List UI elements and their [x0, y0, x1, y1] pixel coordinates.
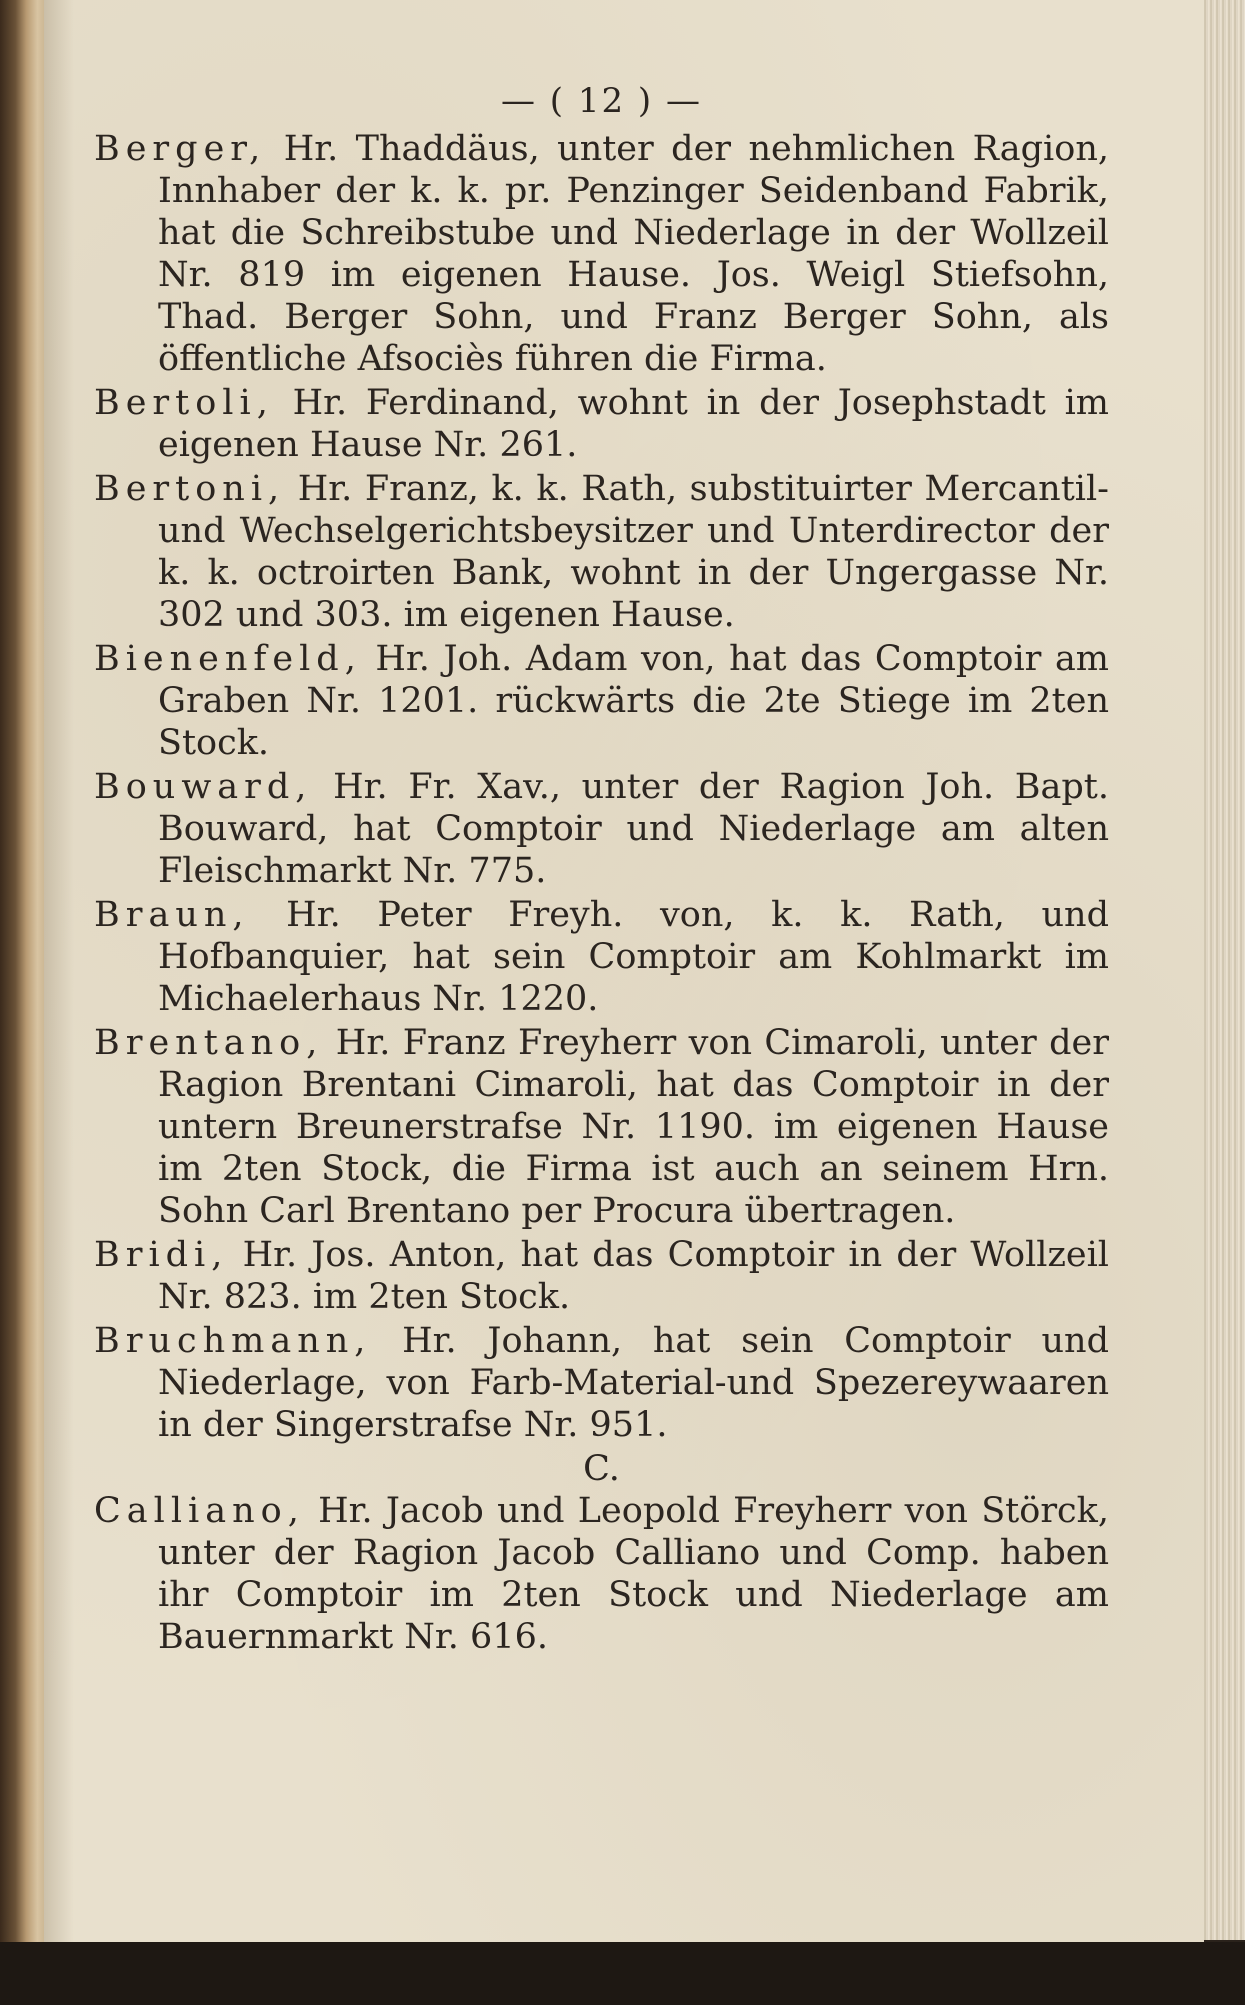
page-stack-edge [1201, 0, 1245, 1940]
entry-name: Brentano, [94, 1023, 324, 1063]
entry-berger [94, 128, 1109, 380]
entry-name: Braun, [94, 895, 250, 935]
entry-braun [94, 894, 1109, 1020]
entry-name: Bruchmann, [94, 1321, 372, 1361]
entry-name: Berger, [94, 129, 267, 169]
entry-bruchmann [94, 1320, 1109, 1446]
scan-bottom-edge [0, 1942, 1245, 2005]
entry-brentano [94, 1022, 1109, 1232]
entry-text: Hr. Thaddäus, unter der nehmlichen Ragion, Innhaber der k. k. pr. Penzinger Seidenband Fabrik, hat die Schreibstube und Niederlage in der Wollzeil Nr. 819 im eigenen Hause. Jos. Weigl Stiefsohn, Thad. Berger Sohn, und Franz Berger Sohn, als öffentliche Afsociès führen die Firma. [158, 129, 1109, 379]
book-binding [0, 0, 44, 2005]
entry-name: Bridi, [94, 1235, 229, 1275]
entry-text: Hr. Jos. Anton, hat das Comptoir in der Wollzeil Nr. 823. im 2ten Stock. [158, 1235, 1109, 1317]
entry-name: Bertoni, [94, 469, 286, 509]
entry-text: Hr. Joh. Adam von, hat das Comptoir am Graben Nr. 1201. rückwärts die 2te Stiege im 2ten Stock. [158, 639, 1109, 763]
entry-calliano [94, 1490, 1109, 1658]
entry-name: Bienenfeld, [94, 639, 362, 679]
page-text [94, 80, 1109, 1660]
entry-text: Hr. Jacob und Leopold Freyherr von Störck, unter der Ragion Jacob Calliano und Comp. haben ihr Comptoir im 2ten Stock und Niederlage am Bauernmarkt Nr. 616. [158, 1491, 1109, 1657]
entry-text: Hr. Johann, hat sein Comptoir und Niederlage, von Farb-Material-und Spezereywaaren in der Singerstrafse Nr. 951. [158, 1321, 1109, 1445]
entry-text: Hr. Franz, k. k. Rath, substituirter Mercantil-und Wechselgerichtsbeysitzer und Unterdirector der k. k. octroirten Bank, wohnt in der Ungergasse Nr. 302 und 303. im eigenen Hause. [158, 469, 1109, 635]
entry-name: Bertoli, [94, 383, 274, 423]
entry-bienenfeld [94, 638, 1109, 764]
entry-bertoli [94, 382, 1109, 466]
entry-bouward [94, 766, 1109, 892]
entry-bridi [94, 1234, 1109, 1318]
entry-text: Hr. Fr. Xav., unter der Ragion Joh. Bapt. Bouward, hat Comptoir und Niederlage am alten Fleischmarkt Nr. 775. [158, 767, 1109, 891]
entry-text: Hr. Franz Freyherr von Cimaroli, unter der Ragion Brentani Cimaroli, hat das Comptoir in der untern Breunerstrafse Nr. 1190. im eigenen Hause im 2ten Stock, die Firma ist auch an seinem Hrn. Sohn Carl Brentano per Procura übertragen. [158, 1023, 1109, 1231]
entry-text: Hr. Ferdinand, wohnt in der Josephstadt im eigenen Hause Nr. 261. [158, 383, 1109, 465]
entry-bertoni [94, 468, 1109, 636]
entry-name: Bouward, [94, 767, 313, 807]
section-heading-c: C. [583, 1449, 620, 1489]
entry-name: Calliano, [94, 1491, 305, 1531]
page-number-header: — ( 12 ) — [500, 81, 703, 121]
entry-text: Hr. Peter Freyh. von, k. k. Rath, und Hofbanquier, hat sein Comptoir am Kohlmarkt im Michaelerhaus Nr. 1220. [158, 895, 1109, 1019]
